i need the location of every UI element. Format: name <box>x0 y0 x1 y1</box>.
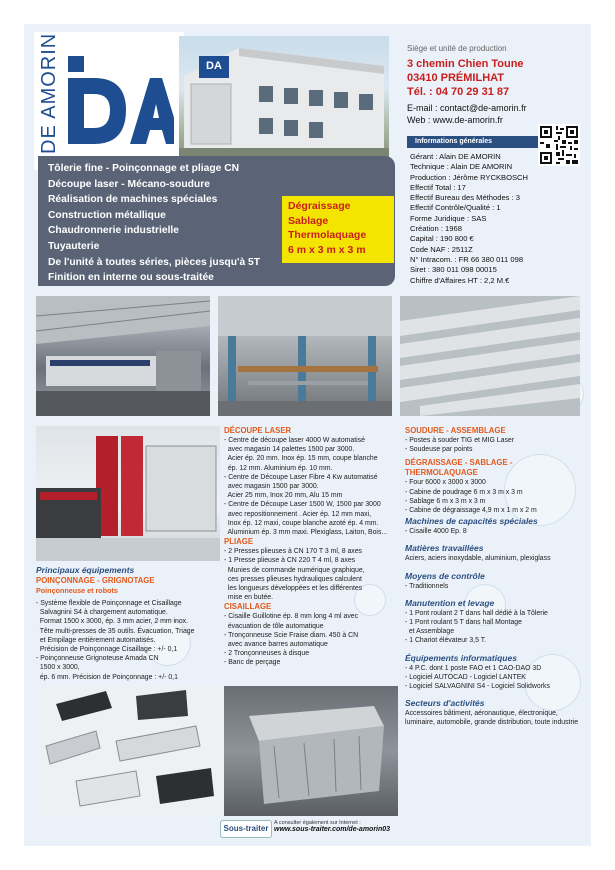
laser-item: avec repositionnement . Acier ép. 12 mm maxi, <box>224 510 372 518</box>
contact-email[interactable]: E-mail : contact@de-amorin.fr <box>407 103 527 113</box>
left-column <box>36 564 220 682</box>
secteurs-text: Accessoires bâtiment, aéronautique, électronique, luminaire, automobile, grande distribution, toute industrie <box>405 710 579 727</box>
service-item: Finition en interne ou sous-traitée <box>48 272 214 284</box>
footer-url[interactable]: www.sous-traiter.com/de-amorin03 <box>274 826 391 833</box>
info-line: Technique : Alain DE AMORIN <box>410 162 513 172</box>
cisaillage-item: - Banc de perçage <box>224 659 281 667</box>
controle-title: Moyens de contrôle <box>405 570 485 581</box>
sous-traiter-label: Sous-traiter <box>223 824 269 833</box>
pliage-item: ces presses plieuses hydrauliques calculent <box>224 575 362 583</box>
cisaillage-item: - Cisaille Guillotine ép. 8 mm long 4 ml avec <box>224 613 359 621</box>
service-item: Réalisation de machines spéciales <box>48 194 218 206</box>
contact-street: 3 chemin Chien Toune <box>407 58 524 70</box>
logo-name: DE AMORIN <box>38 32 60 154</box>
photo-laser-cutter <box>36 426 220 561</box>
logo-d-icon <box>68 78 126 144</box>
building-sign: DA <box>206 60 222 72</box>
informatique-title: Équipements informatiques <box>405 652 517 663</box>
secteurs-title: Secteurs d'activités <box>405 698 485 709</box>
workshop-illustration <box>36 296 210 416</box>
profiles-illustration <box>400 296 580 416</box>
poinconnage-item: - Poinçonneuse Grignoteuse Amada CN <box>36 655 159 663</box>
laser-items <box>224 436 396 537</box>
info-line: Production : Jérôme RYCKBOSCH <box>410 172 529 182</box>
laser-item: Inox ép. 12 maxi, coupe blanche azoté ép. 4 mm. <box>224 519 379 527</box>
brochure-page <box>24 24 591 846</box>
cisaillage-item: - 2 Tronçonneuses à disque <box>224 650 310 658</box>
informatique-item: - Logiciel AUTOCAD - Logiciel LANTEK <box>405 673 526 681</box>
soudure-item: - Postes à souder TIG et MIG Laser <box>405 437 515 444</box>
laser-item: avec magasin 14 palettes 1500 par 3000. <box>224 446 355 454</box>
contact-web[interactable]: Web : www.de-amorin.fr <box>407 115 503 125</box>
soudure-section-title: SOUDURE - ASSEMBLAGE <box>405 426 506 435</box>
poinconnage-item: Format 1500 x 3000, ép. 3 mm acier, 2 mm inox. <box>36 618 189 626</box>
degraissage-item: - Four 6000 x 3000 x 3000 <box>405 479 486 487</box>
controle-item: - Traditionnels <box>405 582 449 590</box>
informatique-items <box>405 664 585 692</box>
info-line: Chiffre d'Affaires HT : 2,2 M.€ <box>410 275 510 285</box>
cisaillage-item: évacuation de tôle automatique <box>224 622 324 630</box>
service-item: Tuyauterie <box>48 240 100 252</box>
info-line: Siret : 380 011 098 00015 <box>410 265 497 275</box>
poinconnage-item: et Empilage entièrement automatisés. <box>36 636 156 644</box>
degraissage-items <box>405 478 585 515</box>
capacite-item: - Cisaille 4000 Ep. 8 <box>405 528 467 536</box>
laser-item: ép. 12 mm. Aluminium ép. 10 mm. <box>224 464 333 472</box>
poinconnage-item: Tête multi-presses de 35 outils. Évacuation, Triage <box>36 627 195 635</box>
highlight-line: Sablage <box>288 214 329 227</box>
laser-item: avec magasin 1500 par 3000. <box>224 483 319 491</box>
info-line: Effectif Total : 17 <box>410 182 466 192</box>
info-line: Forme Juridique : SAS <box>410 213 487 223</box>
degraissage-item: - Cabine de poudrage 6 m x 3 m x 3 m <box>405 488 523 496</box>
matieres-title: Matières travaillées <box>405 543 484 554</box>
pliage-item: mise en butée. <box>224 594 274 602</box>
degraissage-section-title: DÉGRAISSAGE - SABLAGE - THERMOLAQUAGE <box>405 458 513 478</box>
poinconnage-item: 1500 x 3000, <box>36 664 80 672</box>
highlight-line: Dégraissage <box>288 200 351 212</box>
contact-heading: Siège et unité de production <box>407 44 507 53</box>
capacites-items <box>405 527 585 536</box>
laser-section-title: DÉCOUPE LASER <box>224 426 292 435</box>
laser-item: Acier 25 mm, Inox 20 mm, Alu 15 mm <box>224 492 343 500</box>
bent-parts-illustration <box>36 686 221 816</box>
soudure-items <box>405 436 585 454</box>
service-item: De l'unité à toutes séries, pièces jusqu'à 5T <box>48 256 261 268</box>
contact-phone: Tél. : 04 70 29 31 87 <box>407 86 510 98</box>
services-list <box>48 161 308 286</box>
highlight-line: 6 m x 3 m x 3 m <box>288 243 366 256</box>
info-line: Code NAF : 2511Z <box>410 244 473 254</box>
footer-line: A consulter également sur Internet : <box>274 820 361 826</box>
manutention-item: - 1 Pont roulant 2 T dans hall dédié à la Tôlerie <box>405 609 548 617</box>
info-line: Création : 1968 <box>410 224 462 234</box>
poinconnage-item: - Système flexible de Poinçonnage et Cisaillage <box>36 600 182 607</box>
middle-column <box>224 426 396 668</box>
poinconnage-section-title: POINÇONNAGE - GRIGNOTAGE <box>36 576 155 585</box>
cisaillage-item: avec avance barres automatique <box>224 641 328 649</box>
general-info-title: Informations générales <box>407 136 540 148</box>
tank-illustration <box>224 686 398 816</box>
pliage-item: - 1 Presse plieuse à CN 220 T 4 ml, 8 axes <box>224 557 356 565</box>
logo-square-icon <box>68 56 84 72</box>
manutention-item: - 1 Chariot élévateur 3,5 T. <box>405 637 487 645</box>
poinconnage-items <box>36 599 220 682</box>
logo-da-mark <box>64 48 174 148</box>
service-item: Chaudronnerie industrielle <box>48 225 180 237</box>
logo-vertical-text <box>36 32 60 154</box>
finishing-highlight <box>282 196 394 263</box>
photo-steel-profiles <box>400 296 580 416</box>
equipment-title: Principaux équipements <box>36 565 135 575</box>
footer-text <box>274 820 404 842</box>
manutention-item: - 1 Pont roulant 5 T dans hall Montage <box>405 619 522 627</box>
poinconnage-subtitle: Poinçonneuse et robots <box>36 586 118 595</box>
info-line: Effectif Bureau des Méthodes : 3 <box>410 193 521 203</box>
degraissage-item: - Cabine de dégraissage 4,9 m x 1 m x 2 m <box>405 507 537 515</box>
cisaillage-items <box>224 612 396 667</box>
matieres-text: Aciers, aciers inoxydable, aluminium, plexiglass <box>405 555 551 563</box>
pliage-section-title: PLIAGE <box>224 537 254 547</box>
service-item: Tôlerie fine - Poinçonnage et pliage CN <box>48 163 240 174</box>
manutention-items <box>405 609 585 646</box>
service-item: Découpe laser - Mécano-soudure <box>48 178 210 190</box>
laser-item: Acier ép. 20 mm. Inox ép. 15 mm, coupe blanche <box>224 455 378 463</box>
photo-steel-tank <box>224 686 398 816</box>
capacites-title: Machines de capacités spéciales <box>405 516 538 527</box>
informatique-item: - 4 P.C. dont 1 poste FAO et 1 CAO-DAO 3D <box>405 664 542 672</box>
info-line: Capital : 190 800 € <box>410 234 474 244</box>
informatique-item: - Logiciel SALVAGNINI S4 - Logiciel Solidworks <box>405 683 550 691</box>
manutention-title: Manutention et levage <box>405 597 495 608</box>
photo-bent-parts <box>36 686 221 816</box>
manutention-item: et Assemblage <box>405 628 455 636</box>
poinconnage-item: Précision de Poinçonnage Cisaillage : +/- 0,1 <box>36 646 178 654</box>
photo-warehouse <box>218 296 392 416</box>
photo-workshop-machines <box>36 296 210 416</box>
contact-block <box>407 44 587 126</box>
laser-item: - Centre de Découpe Laser 1500 W, 1500 par 3000 <box>224 501 381 509</box>
building-illustration <box>179 36 389 166</box>
building-photo <box>179 36 389 166</box>
laser-item: - Centre de Découpe Laser Fibre 4 Kw automatisé <box>224 473 378 481</box>
degraissage-item: - Sablage 6 m x 3 m x 3 m <box>405 497 486 505</box>
info-line: Gérant : Alain DE AMORIN <box>410 152 501 161</box>
pliage-item: Munies de commande numérique graphique, <box>224 566 365 574</box>
controle-items <box>405 582 585 591</box>
info-line: Effectif Contrôle/Qualité : 1 <box>410 203 501 213</box>
pliage-item: - 2 Presses plieuses à CN 170 T 3 ml, 8 axes <box>224 548 363 556</box>
contact-city: 03410 PRÉMILHAT <box>407 72 504 84</box>
warehouse-illustration <box>218 296 392 416</box>
cisaillage-item: - Tronçonneuse Scie Fraise diam. 450 à CN <box>224 631 359 639</box>
logo-a-icon <box>130 78 174 144</box>
right-column <box>405 426 585 728</box>
general-info-list <box>410 152 590 286</box>
poinconnage-item: ép. 6 mm. Précision de Poinçonnage : +/- 0,1 <box>36 673 178 681</box>
laser-item: - Centre de découpe laser 4000 W automatisé <box>224 437 365 444</box>
poinconnage-item: Salvagnini S4 à chargement automatique. <box>36 609 168 617</box>
service-item: Construction métallique <box>48 209 166 221</box>
info-line: N° Intracom. : FR 66 380 011 098 <box>410 254 524 264</box>
highlight-line: Thermolaquage <box>288 229 367 241</box>
pliage-items <box>224 547 396 602</box>
laser-cutter-illustration <box>36 426 220 561</box>
soudure-item: - Soudeuse par points <box>405 446 473 454</box>
pliage-item: les longueurs développées et les différentes <box>224 585 363 593</box>
sous-traiter-badge[interactable] <box>220 820 272 838</box>
cisaillage-section-title: CISAILLAGE <box>224 602 272 612</box>
laser-item: Aluminium ép. 3 mm maxi. Plexiglass, Laiton, Bois... <box>224 529 388 537</box>
